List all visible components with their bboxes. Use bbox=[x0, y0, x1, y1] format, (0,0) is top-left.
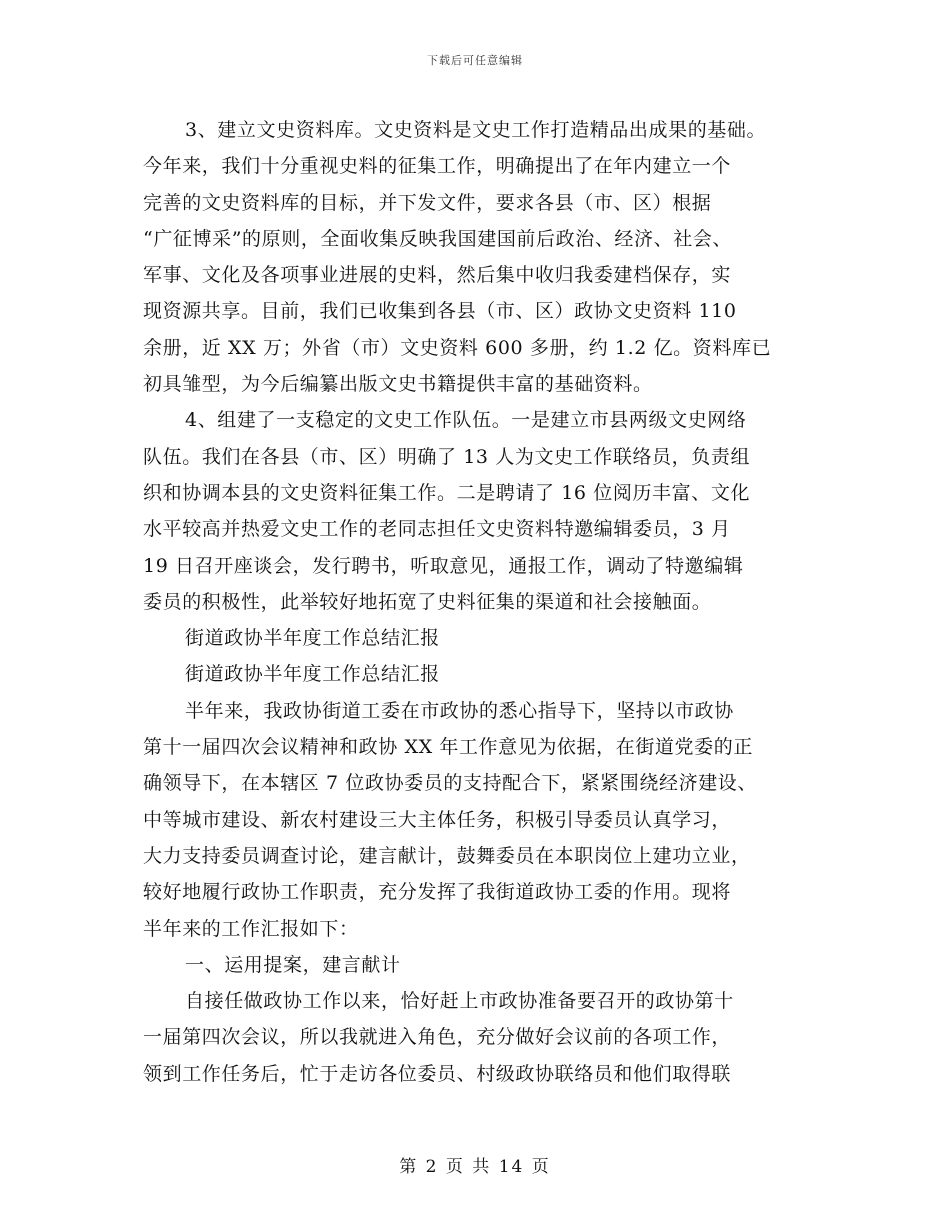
section-title: 街道政协半年度工作总结汇报 bbox=[185, 627, 440, 650]
body-line: 委员的积极性，此举较好地拓宽了史料征集的渠道和社会接触面。 bbox=[143, 590, 712, 613]
body-line: 织和协调本县的文史资料征集工作。二是聘请了 16 位阅历丰富、文化 bbox=[143, 481, 751, 504]
body-line: 半年来，我政协街道工委在市政协的悉心指导下，坚持以市政协 bbox=[185, 699, 734, 722]
body-line: 中等城市建设、新农村建设三大主体任务，积极引导委员认真学习， bbox=[143, 808, 732, 831]
body-line: 余册，近 XX 万；外省（市）文史资料 600 多册，约 1.2 亿。资料库已 bbox=[143, 336, 772, 359]
body-line: “广征博采”的原则，全面收集反映我国建国前后政治、经济、社会、 bbox=[143, 227, 733, 250]
body-line: 水平较高并热爱文史工作的老同志担任文史资料特邀编辑委员，3 月 bbox=[143, 518, 731, 541]
body-line: 自接任做政协工作以来，恰好赶上市政协准备要召开的政协第十 bbox=[185, 990, 734, 1013]
body-line: 领到工作任务后，忙于走访各位委员、村级政协联络员和他们取得联 bbox=[143, 1062, 732, 1085]
section-title: 街道政协半年度工作总结汇报 bbox=[185, 663, 440, 686]
page-header-note: 下载后可任意编辑 bbox=[427, 54, 523, 67]
page-number: 第 2 页 共 14 页 bbox=[399, 1157, 551, 1177]
body-line: 第十一届四次会议精神和政协 XX 年工作意见为依据，在街道党委的正 bbox=[143, 736, 753, 759]
body-line: 半年来的工作汇报如下： bbox=[143, 917, 359, 940]
body-line: 队伍。我们在各县（市、区）明确了 13 人为文史工作联络员，负责组 bbox=[143, 445, 751, 468]
body-line: 军事、文化及各项事业进展的史料，然后集中收归我委建档保存，实 bbox=[143, 264, 732, 287]
body-line: 确领导下，在本辖区 7 位政协委员的支持配合下，紧紧围绕经济建设、 bbox=[143, 772, 757, 795]
subsection-heading: 一、运用提案，建言献计 bbox=[185, 953, 401, 976]
body-line: 完善的文史资料库的目标，并下发文件，要求各县（市、区）根据 bbox=[143, 191, 712, 214]
body-line: 较好地履行政协工作职责，充分发挥了我街道政协工委的作用。现将 bbox=[143, 881, 732, 904]
body-line: 今年来，我们十分重视史料的征集工作，明确提出了在年内建立一个 bbox=[143, 155, 732, 178]
body-line: 初具雏型，为今后编纂出版文史书籍提供丰富的基础资料。 bbox=[143, 373, 653, 396]
body-line: 大力支持委员调查讨论，建言献计，鼓舞委员在本职岗位上建功立业， bbox=[143, 844, 751, 867]
body-line: 现资源共享。目前，我们已收集到各县（市、区）政协文史资料 110 bbox=[143, 300, 737, 323]
body-line: 4、组建了一支稳定的文史工作队伍。一是建立市县两级文史网络 bbox=[185, 409, 747, 432]
body-line: 3、建立文史资料库。文史资料是文史工作打造精品出成果的基础。 bbox=[185, 119, 767, 141]
body-line: 一届第四次会议，所以我就进入角色，充分做好会议前的各项工作， bbox=[143, 1026, 732, 1049]
body-line: 19 日召开座谈会，发行聘书，听取意见，通报工作，调动了特邀编辑 bbox=[143, 554, 744, 577]
document-body bbox=[143, 112, 813, 1092]
